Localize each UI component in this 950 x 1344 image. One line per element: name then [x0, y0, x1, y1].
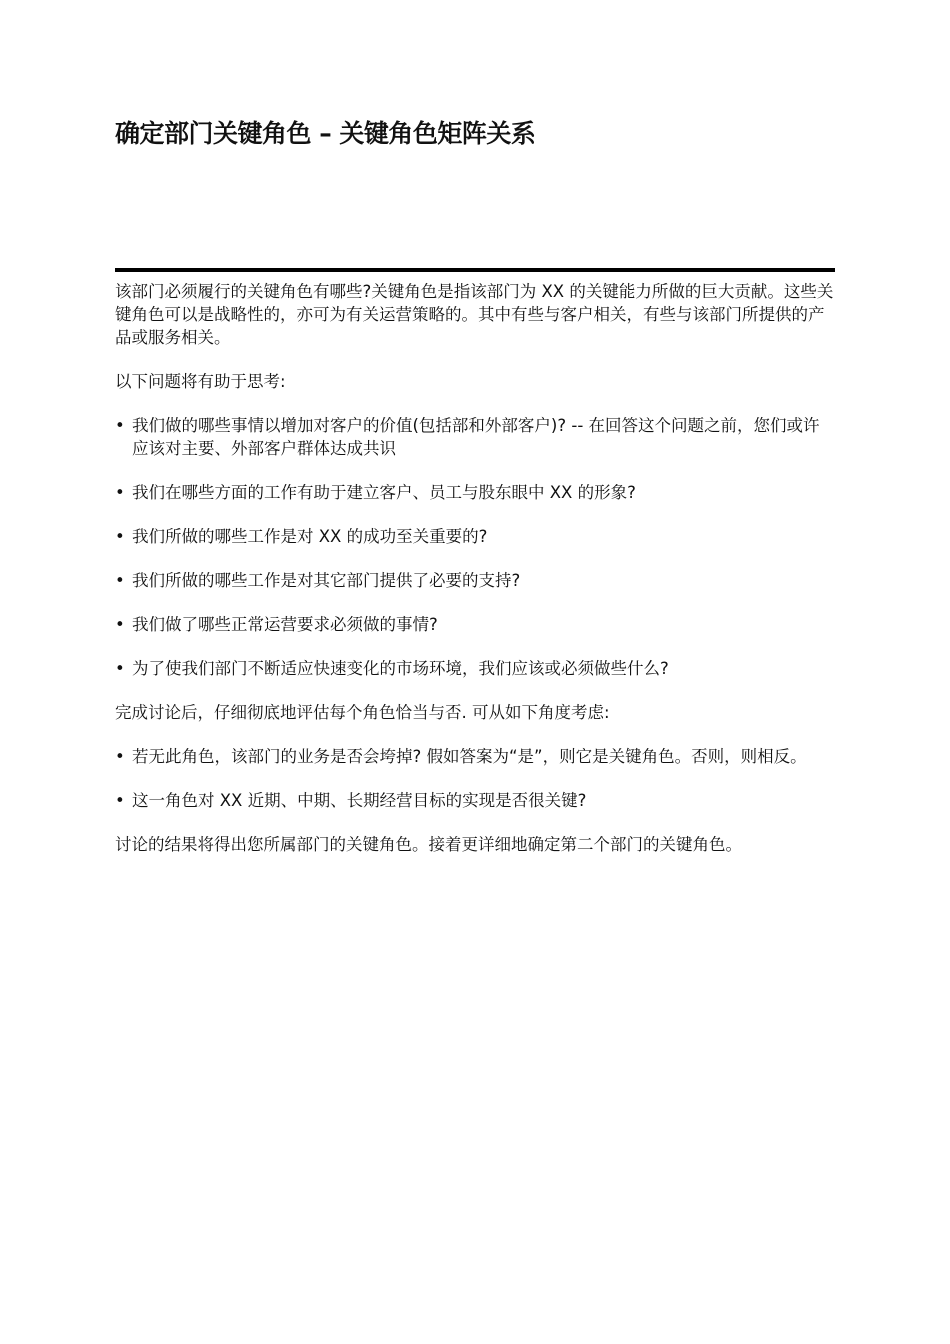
bullet-icon: • — [115, 615, 125, 634]
question-list — [115, 414, 835, 680]
list-item — [115, 789, 835, 812]
question-text: 我们做的哪些事情以增加对客户的价值(包括部和外部客户)? -- 在回答这个问题之前，您们或许应该对主要、外部客户群体达成共识 — [132, 416, 820, 458]
prompt-paragraph: 以下问题将有助于思考: — [115, 372, 286, 391]
bullet-icon: • — [115, 659, 125, 678]
question-text: 我们所做的哪些工作是对其它部门提供了必要的支持? — [132, 571, 521, 590]
list-item — [115, 613, 835, 636]
question-text: 我们在哪些方面的工作有助于建立客户、员工与股东眼中 XX 的形象? — [132, 483, 636, 502]
bullet-icon: • — [115, 791, 125, 810]
page-title: 确定部门关键角色 – 关键角色矩阵关系 — [115, 119, 536, 148]
intro-paragraph: 该部门必须履行的关键角色有哪些?关键角色是指该部门为 XX 的关键能力所做的巨大贡献。这些关键角色可以是战略性的，亦可为有关运营策略的。其中有些与客户相关，有些与该部门所提供的产品或服务相关。 — [115, 282, 834, 347]
criterion-text: 这一角色对 XX 近期、中期、长期经营目标的实现是否很关键? — [132, 791, 587, 810]
evaluation-intro-paragraph: 完成讨论后，仔细彻底地评估每个角色恰当与否. 可从如下角度考虑: — [115, 703, 610, 722]
bullet-icon: • — [115, 571, 125, 590]
list-item — [115, 525, 835, 548]
question-text: 我们所做的哪些工作是对 XX 的成功至关重要的? — [132, 527, 488, 546]
criterion-text: 若无此角色，该部门的业务是否会垮掉? 假如答案为“是”，则它是关键角色。否则，则相反。 — [132, 747, 807, 766]
heading-divider — [115, 268, 835, 272]
document-body — [115, 280, 835, 877]
bullet-icon: • — [115, 527, 125, 546]
conclusion-paragraph: 讨论的结果将得出您所属部门的关键角色。接着更详细地确定第二个部门的关键角色。 — [115, 835, 742, 854]
bullet-icon: • — [115, 483, 125, 502]
list-item — [115, 745, 835, 768]
list-item — [115, 414, 835, 460]
question-text: 我们做了哪些正常运营要求必须做的事情? — [132, 615, 438, 634]
list-item — [115, 569, 835, 592]
bullet-icon: • — [115, 747, 125, 766]
question-text: 为了使我们部门不断适应快速变化的市场环境，我们应该或必须做些什么? — [132, 659, 669, 678]
bullet-icon: • — [115, 416, 125, 435]
list-item — [115, 657, 835, 680]
list-item — [115, 481, 835, 504]
criteria-list — [115, 745, 835, 812]
